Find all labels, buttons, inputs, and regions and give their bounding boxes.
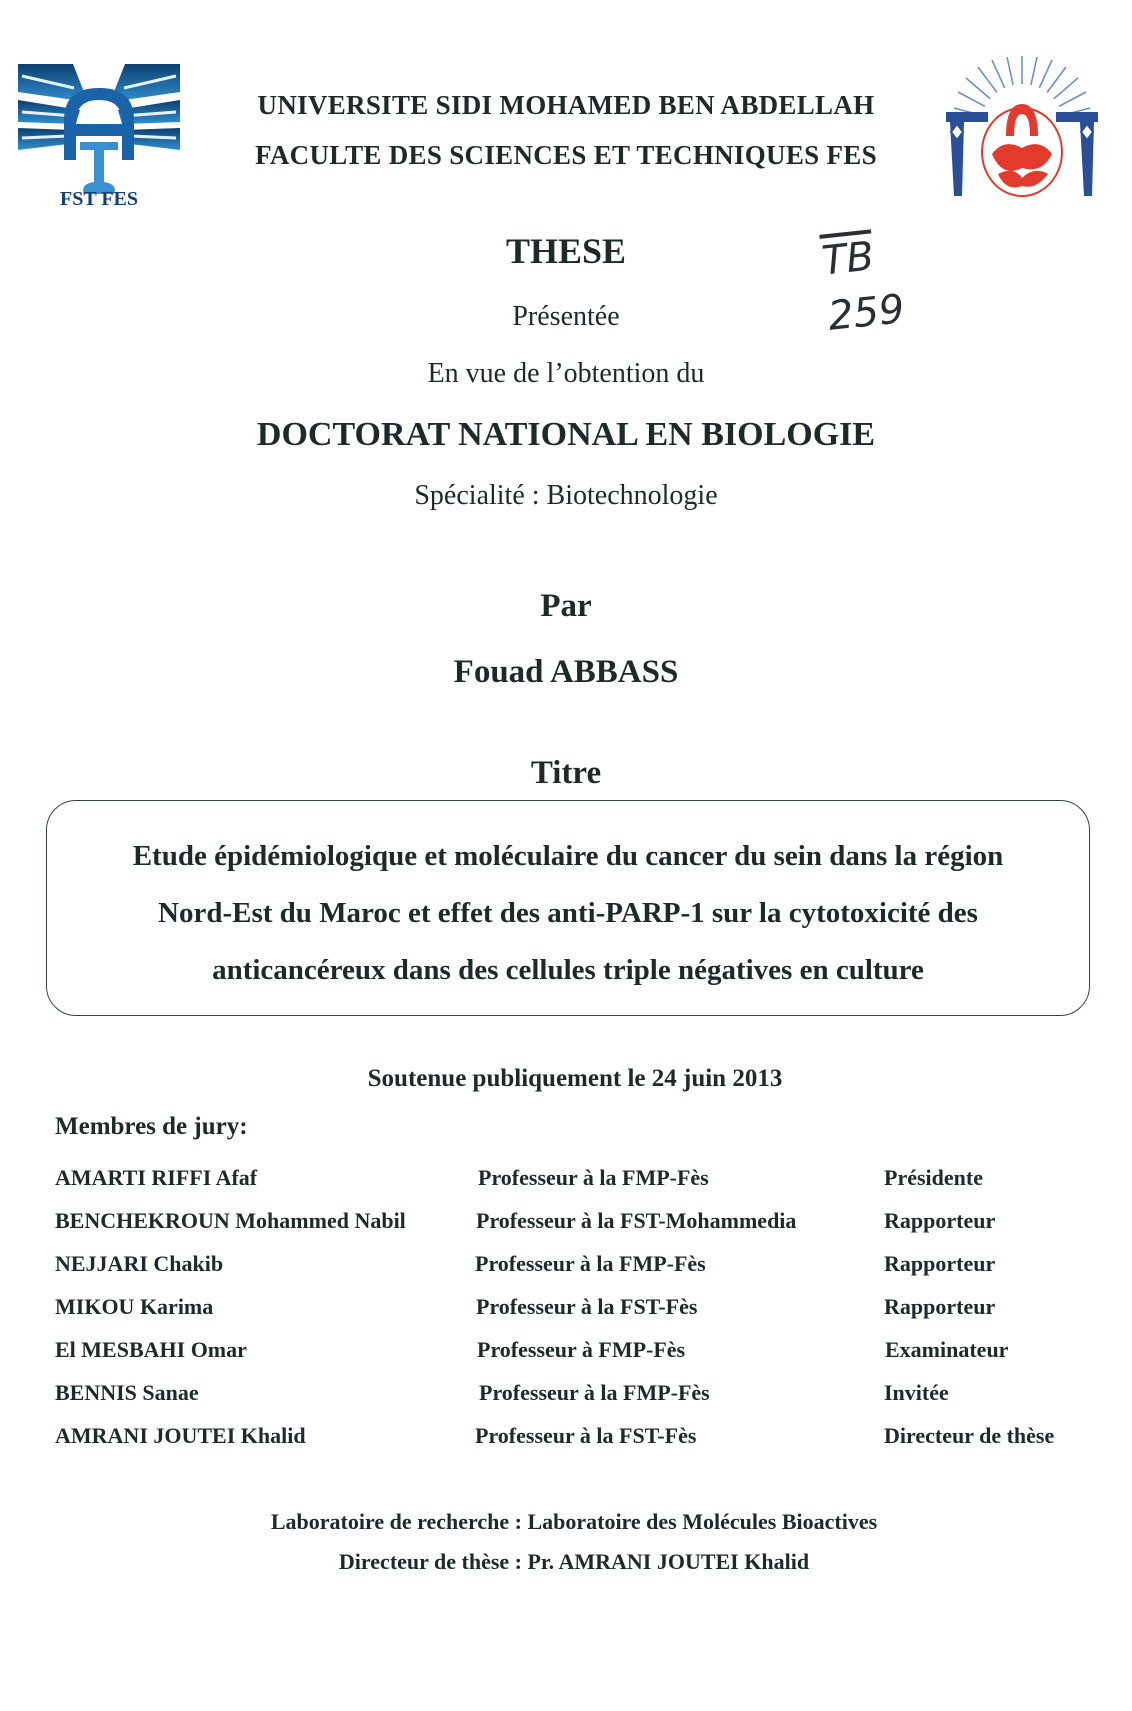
jury-position: Professeur à la FST-Fès — [476, 1294, 698, 1319]
defense-date: Soutenue publiquement le 24 juin 2013 — [367, 1065, 783, 1092]
jury-name: AMARTI RIFFI Afaf — [55, 1165, 258, 1190]
jury-position: Professeur à la FMP-Fès — [479, 1380, 710, 1405]
jury-name: MIKOU Karima — [55, 1294, 214, 1319]
thesis-type: THESE — [505, 231, 627, 271]
jury-row — [0, 1251, 1132, 1281]
thesis-title-line-3: anticancéreux dans des cellules triple négatives en culture — [212, 954, 924, 986]
jury-heading: Membres de jury: — [55, 1113, 248, 1140]
jury-position: Professeur à FMP-Fès — [477, 1337, 686, 1362]
jury-position: Professeur à la FMP-Fès — [478, 1165, 709, 1190]
thesis-title-line-2: Nord-Est du Maroc et effet des anti-PARP-1 sur la cytotoxicité des — [158, 897, 978, 929]
jury-row — [0, 1423, 1132, 1453]
fst-fes-logo — [18, 62, 180, 208]
jury-row — [0, 1380, 1132, 1410]
jury-row — [0, 1294, 1132, 1324]
specialty-label: Spécialité : Biotechnologie — [414, 480, 718, 511]
jury-role: Rapporteur — [884, 1251, 996, 1276]
jury-row — [0, 1208, 1132, 1238]
degree-title: DOCTORAT NATIONAL EN BIOLOGIE — [256, 416, 876, 453]
jury-role: Rapporteur — [884, 1294, 996, 1319]
laboratory-line: Laboratoire de recherche : Laboratoire des Molécules Bioactives — [270, 1509, 878, 1534]
jury-name: BENCHEKROUN Mohammed Nabil — [55, 1208, 406, 1233]
presented-label: Présentée — [512, 301, 620, 332]
jury-row — [0, 1165, 1132, 1195]
university-name: UNIVERSITE SIDI MOHAMED BEN ABDELLAH — [257, 90, 875, 120]
handwritten-note-tb: $\overline{TB}$ — [819, 233, 877, 285]
faculty-name: FACULTE DES SCIENCES ET TECHNIQUES FES — [255, 140, 877, 170]
jury-name: AMRANI JOUTEI Khalid — [55, 1423, 306, 1448]
jury-name: El MESBAHI Omar — [55, 1337, 247, 1362]
by-label: Par — [540, 588, 592, 624]
jury-name: NEJJARI Chakib — [55, 1251, 224, 1276]
jury-position: Professeur à la FST-Mohammedia — [476, 1208, 797, 1233]
purpose-label: En vue de l’obtention du — [427, 358, 705, 389]
title-label: Titre — [530, 755, 602, 791]
jury-role: Invitée — [884, 1380, 949, 1405]
jury-role: Directeur de thèse — [884, 1423, 1055, 1448]
jury-role: Examinateur — [885, 1337, 1009, 1362]
usmba-university-logo-icon — [944, 56, 1100, 206]
handwritten-note-number: 259 — [825, 286, 907, 340]
thesis-title-box — [46, 800, 1090, 1016]
jury-row — [0, 1337, 1132, 1367]
fst-fes-logo-icon — [18, 62, 180, 208]
jury-position: Professeur à la FMP-Fès — [475, 1251, 706, 1276]
jury-role: Présidente — [884, 1165, 983, 1190]
jury-name: BENNIS Sanae — [55, 1380, 199, 1405]
director-line: Directeur de thèse : Pr. AMRANI JOUTEI Khalid — [338, 1549, 810, 1574]
usmba-university-logo — [944, 56, 1100, 206]
svg-text:FST FES: FST FES — [60, 188, 138, 208]
jury-position: Professeur à la FST-Fès — [475, 1423, 697, 1448]
author-name: Fouad ABBASS — [453, 654, 679, 690]
thesis-title-line-1: Etude épidémiologique et moléculaire du cancer du sein dans la région — [132, 840, 1004, 872]
jury-role: Rapporteur — [884, 1208, 996, 1233]
